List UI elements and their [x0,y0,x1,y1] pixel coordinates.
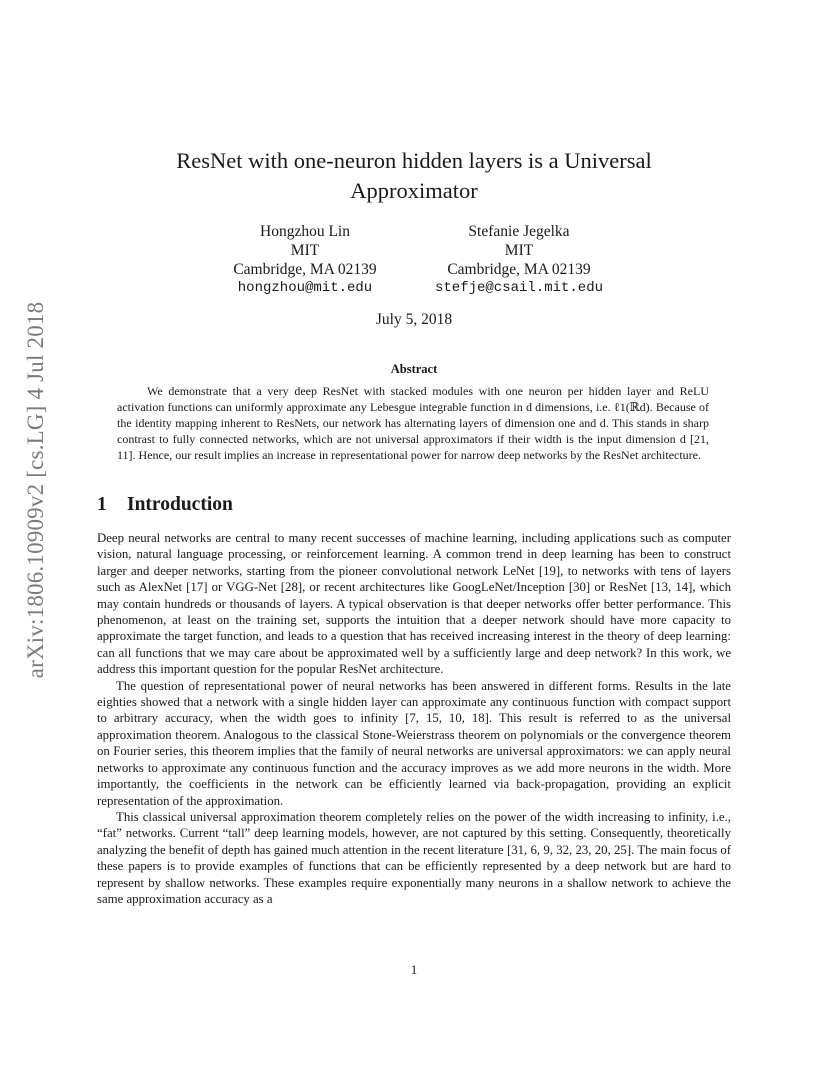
arxiv-identifier: arXiv:1806.10909v2 [cs.LG] 4 Jul 2018 [23,301,48,679]
author-email: stefje@csail.mit.edu [434,280,604,296]
section-body [97,530,731,907]
author-address: Cambridge, MA 02139 [447,261,591,278]
abstract-text: We demonstrate that a very deep ResNet with stacked modules with one neuron per hidden layer and ReLU activation functions can uniformly approximate any Lebesgue integrable function in d dimensions, i.e. ℓ1(ℝd). Because of the identity mapping inherent to ResNets, our network has alternating layers of dimension one and d. This stands in sharp contrast to fully connected networks, which are not universal approximators if their width is the input dimension d [21, 11]. Hence, our result implies an increase in representational power for narrow deep networks by the ResNet architecture. [117,384,709,462]
arxiv-sidebar [22,300,50,680]
author-name: Stefanie Jegelka [468,223,570,240]
author-block-2 [419,222,619,298]
title-line-2: Approximator [350,178,478,203]
title-line-1: ResNet with one-neuron hidden layers is a Universal [176,148,652,173]
author-name: Hongzhou Lin [260,223,350,240]
section-heading [97,494,233,516]
abstract-heading: Abstract [390,362,438,376]
paper-page [97,0,731,1072]
paper-title [97,146,731,206]
author-affiliation: MIT [504,242,534,259]
author-block-1 [205,222,405,298]
author-address: Cambridge, MA 02139 [233,261,377,278]
paragraph: This classical universal approximation theorem completely relies on the power of the width increasing to infinity, i.e., “fat” networks. Current “tall” deep learning models, however, are not captured by this setting. Consequently, theoretically analyzing the benefit of depth has gained much attention in the recent literature [31, 6, 9, 32, 23, 20, 25]. The main focus of these papers is to provide examples of functions that can be efficiently represented by a deep network but are hard to represent by shallow networks. These examples require exponentially many neurons in a shallow network to achieve the same approximation accuracy as a [97,809,731,906]
section-number: 1 [97,494,107,515]
paragraph: Deep neural networks are central to many recent successes of machine learning, including applications such as computer vision, natural language processing, or reinforcement learning. A common trend in deep learning has been to construct larger and deeper networks, starting from the pioneer convolutional network LeNet [19], to networks with tens of layers such as AlexNet [17] or VGG-Net [28], or recent architectures like GoogLeNet/Inception [30] or ResNet [13, 14], which may contain hundreds or thousands of layers. A typical observation is that deeper networks offer better performance. This phenomenon, at least on the training set, supports the intuition that a deeper network should have more capacity to approximate the target function, and leads to a question that has received increasing interest in the theory of deep learning: can all functions that we may care about be approximated well by a sufficiently large and deep network? In this work, we address this important question for the popular ResNet architecture. [97,531,731,677]
section-title: Introduction [127,494,233,515]
author-affiliation: MIT [290,242,320,259]
page-number: 1 [410,962,418,977]
paper-date: July 5, 2018 [375,311,453,328]
paragraph: The question of representational power of neural networks has been answered in different forms. Results in the late eighties showed that a network with a single hidden layer can approximate any continuous function with compact support to arbitrary accuracy, when the width goes to infinity [7, 15, 10, 18]. This result is referred to as the universal approximation theorem. Analogous to the classical Stone-Weierstrass theorem on polynomials or the convergence theorem on Fourier series, this theorem implies that the family of neural networks are universal approximators: we can apply neural networks to approximate any continuous function and the accuracy improves as we add more neurons in the width. More importantly, the coefficients in the network can be efficiently learned via back-propagation, providing an explicit representation of the approximation. [97,678,731,808]
author-email: hongzhou@mit.edu [237,280,373,296]
